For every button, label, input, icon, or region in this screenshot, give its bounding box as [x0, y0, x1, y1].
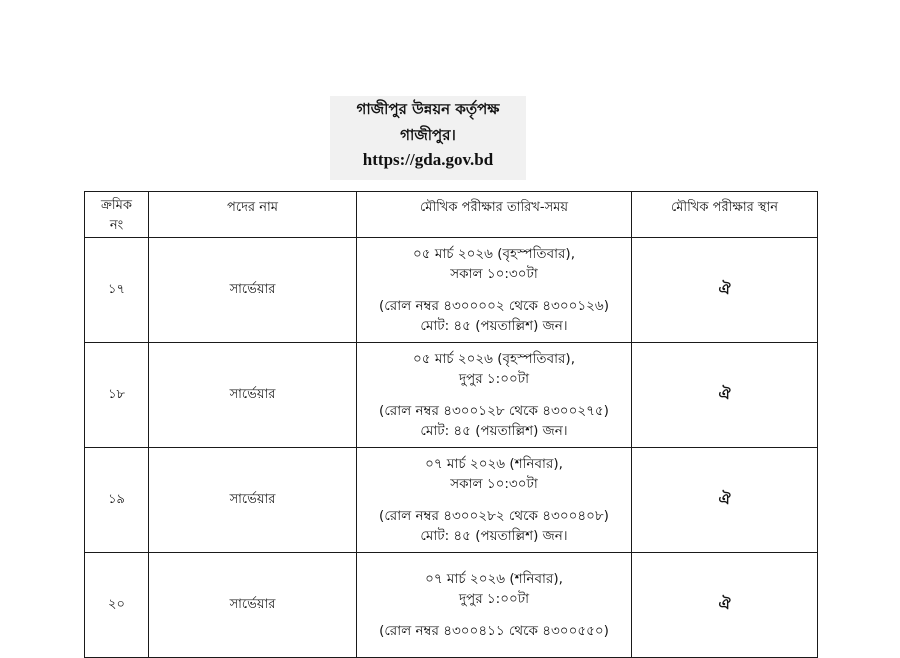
serial-cell: ১৯	[85, 448, 149, 553]
column-header-datetime: মৌখিক পরীক্ষার তারিখ-সময়	[357, 192, 632, 238]
serial-cell: ১৭	[85, 238, 149, 343]
post-cell: সার্ভেয়ার	[149, 238, 357, 343]
post-cell: সার্ভেয়ার	[149, 448, 357, 553]
date-text: ০৫ মার্চ ২০২৬ (বৃহস্পতিবার),	[413, 246, 575, 262]
datetime-cell	[357, 448, 632, 553]
roll-range-text: (রোল নম্বর ৪৩০০৪১১ থেকে ৪৩০০৫৫০)	[379, 623, 609, 639]
venue-cell: ঐ	[632, 553, 818, 658]
post-cell: সার্ভেয়ার	[149, 553, 357, 658]
time-text: দুপুর ১:০০টা	[458, 371, 530, 387]
venue-cell: ঐ	[632, 448, 818, 553]
datetime-cell	[357, 343, 632, 448]
venue-cell: ঐ	[632, 343, 818, 448]
roll-range-text: (রোল নম্বর ৪৩০০১২৮ থেকে ৪৩০০২৭৫)	[379, 403, 609, 419]
date-text: ০৭ মার্চ ২০২৬ (শনিবার),	[425, 571, 563, 587]
table-row	[85, 448, 818, 553]
city-name: গাজীপুর।	[400, 126, 456, 144]
table-row	[85, 553, 818, 658]
post-cell: সার্ভেয়ার	[149, 343, 357, 448]
datetime-cell	[357, 553, 632, 658]
column-header-serial	[85, 192, 149, 238]
table-row	[85, 238, 818, 343]
column-header-venue: মৌখিক পরীক্ষার স্থান	[632, 192, 818, 238]
datetime-cell	[357, 238, 632, 343]
schedule-table-container	[84, 191, 817, 639]
document-header	[330, 96, 526, 180]
time-text: দুপুর ১:০০টা	[458, 591, 530, 607]
roll-range-text: (রোল নম্বর ৪৩০০০০২ থেকে ৪৩০০১২৬)	[379, 298, 609, 314]
table-row	[85, 343, 818, 448]
table-header-row	[85, 192, 818, 238]
serial-cell: ১৮	[85, 343, 149, 448]
serial-cell: ২০	[85, 553, 149, 658]
roll-range-text: (রোল নম্বর ৪৩০০২৮২ থেকে ৪৩০০৪০৮)	[379, 508, 609, 524]
total-text: মোট: ৪৫ (পয়তাল্লিশ) জন।	[420, 318, 568, 334]
total-text: মোট: ৪৫ (পয়তাল্লিশ) জন।	[420, 528, 568, 544]
date-text: ০৫ মার্চ ২০২৬ (বৃহস্পতিবার),	[413, 351, 575, 367]
serial-header-line1: ক্রমিক	[101, 198, 132, 213]
website-url: https://gda.gov.bd	[362, 150, 494, 169]
time-text: সকাল ১০:৩০টা	[450, 266, 538, 282]
total-text: মোট: ৪৫ (পয়তাল্লিশ) জন।	[420, 423, 568, 439]
org-name: গাজীপুর উন্নয়ন কর্তৃপক্ষ	[356, 100, 500, 118]
column-header-post: পদের নাম	[149, 192, 357, 238]
date-text: ০৭ মার্চ ২০২৬ (শনিবার),	[425, 456, 563, 472]
viva-schedule-table	[84, 191, 818, 658]
time-text: সকাল ১০:৩০টা	[450, 476, 538, 492]
venue-cell: ঐ	[632, 238, 818, 343]
serial-header-line2: নং	[109, 218, 124, 233]
